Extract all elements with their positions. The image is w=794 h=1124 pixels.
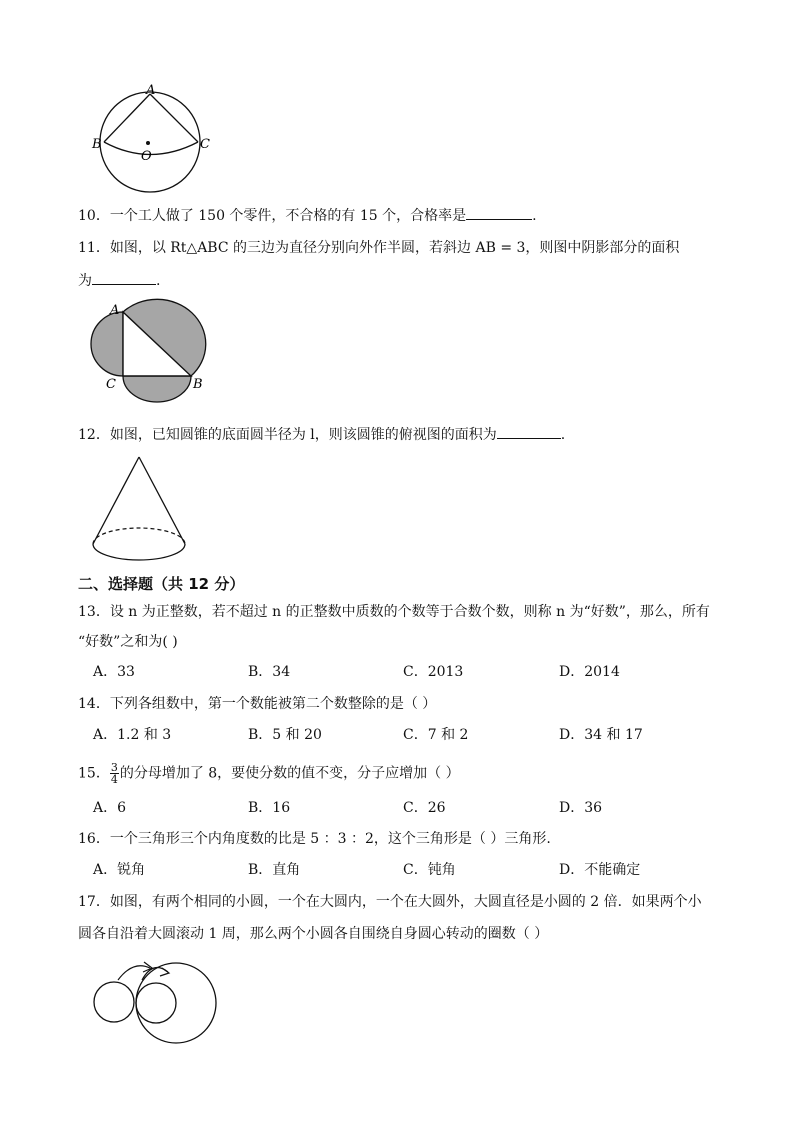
- label-a: A: [146, 83, 156, 98]
- outer-small-circle: [94, 982, 134, 1022]
- q15-option-d[interactable]: D．36: [559, 800, 603, 816]
- question-13-line1: 13．设 n 为正整数，若不超过 n 的正整数中质数的个数等于合数个数，则称 n 为“好数”，那么，所有: [78, 604, 710, 620]
- question-13-line2: “好数”之和为( ): [78, 634, 178, 650]
- q15-option-b[interactable]: B．16: [248, 800, 291, 816]
- q13-option-a[interactable]: A．33: [93, 664, 135, 680]
- label-b: B: [193, 377, 203, 392]
- question-14: 14．下列各组数中，第一个数能被第二个数整除的是（ ）: [78, 696, 437, 712]
- semicircle-ac: [91, 312, 123, 376]
- cone-right-edge: [139, 457, 185, 544]
- question-15-number: 15．: [78, 765, 110, 782]
- q15-option-a[interactable]: A．6: [93, 800, 127, 816]
- fraction-three-quarters: [110, 762, 119, 785]
- question-10-end: .: [532, 208, 537, 224]
- answer-blank-12[interactable]: [497, 424, 561, 439]
- cone-figure: [88, 455, 198, 570]
- label-c: C: [200, 137, 210, 152]
- cone-base-front: [93, 544, 185, 560]
- answer-blank-11[interactable]: [92, 270, 156, 285]
- question-15: [78, 762, 460, 785]
- question-15-text: 的分母增加了 8，要使分数的值不变，分子应增加（ ）: [119, 765, 460, 782]
- inner-small-circle: [136, 983, 176, 1023]
- label-c: C: [106, 377, 116, 392]
- cone-base-back: [93, 528, 185, 544]
- label-o: O: [141, 149, 152, 164]
- circle-chord-figure: [88, 82, 218, 197]
- question-17-line1: 17．如图，有两个相同的小圆，一个在大圆内，一个在大圆外，大圆直径是小圆的 2 倍．如果两个小: [78, 894, 702, 910]
- question-11-line2: [78, 270, 160, 291]
- question-12: [78, 424, 565, 445]
- chord-ab: [104, 94, 150, 142]
- big-circle: [100, 92, 200, 192]
- question-12-end: .: [560, 427, 566, 443]
- chord-ac: [150, 94, 198, 142]
- center-dot: [146, 141, 150, 145]
- q13-option-d[interactable]: D．2014: [559, 664, 620, 680]
- q16-option-b[interactable]: B．直角: [248, 862, 301, 878]
- question-16: 16．一个三角形三个内角度数的比是 5 ：3 ：2，这个三角形是（ ）三角形.: [78, 831, 551, 847]
- answer-blank-10[interactable]: [466, 205, 532, 220]
- fraction-denominator: 4: [110, 773, 118, 786]
- q13-option-b[interactable]: B．34: [248, 664, 291, 680]
- label-b: B: [92, 137, 102, 152]
- q16-option-a[interactable]: A．锐角: [93, 862, 146, 878]
- question-10: [78, 205, 537, 226]
- q15-option-c[interactable]: C．26: [403, 800, 446, 816]
- question-17-line2: 圆各自沿着大圆滚动 1 周，那么两个小圆各自围绕自身圆心转动的圈数（ ）: [78, 926, 549, 942]
- q14-option-c[interactable]: C．7 和 2: [403, 727, 469, 743]
- question-12-text: 12．如图，已知圆锥的底面圆半径为 l，则该圆锥的俯视图的面积为: [78, 427, 497, 443]
- question-11-prefix: 为: [78, 273, 92, 289]
- q16-option-d[interactable]: D．不能确定: [559, 862, 641, 878]
- right-triangle-semicircles-figure: [88, 300, 218, 400]
- inner-arrow-head: [160, 968, 169, 976]
- label-a: A: [110, 303, 120, 318]
- question-11-line1: 11．如图，以 Rt△ABC 的三边为直径分别向外作半圆，若斜边 AB = 3，则图中阴影部分的面积: [78, 240, 680, 256]
- semicircle-cb: [123, 376, 191, 402]
- q14-option-d[interactable]: D．34 和 17: [559, 727, 643, 743]
- q14-option-b[interactable]: B．5 和 20: [248, 727, 322, 743]
- q13-option-c[interactable]: C．2013: [403, 664, 464, 680]
- cone-left-edge: [93, 457, 139, 544]
- q16-option-c[interactable]: C．钝角: [403, 862, 456, 878]
- question-10-text: 10．一个工人做了 150 个零件，不合格的有 15 个，合格率是: [78, 208, 467, 224]
- rolling-circles-figure: [88, 950, 228, 1045]
- question-11-end: .: [156, 273, 161, 289]
- fraction-numerator: 3: [110, 761, 118, 774]
- section-2-heading: 二、选择题（共 12 分）: [78, 575, 245, 593]
- q14-option-a[interactable]: A．1.2 和 3: [93, 727, 172, 743]
